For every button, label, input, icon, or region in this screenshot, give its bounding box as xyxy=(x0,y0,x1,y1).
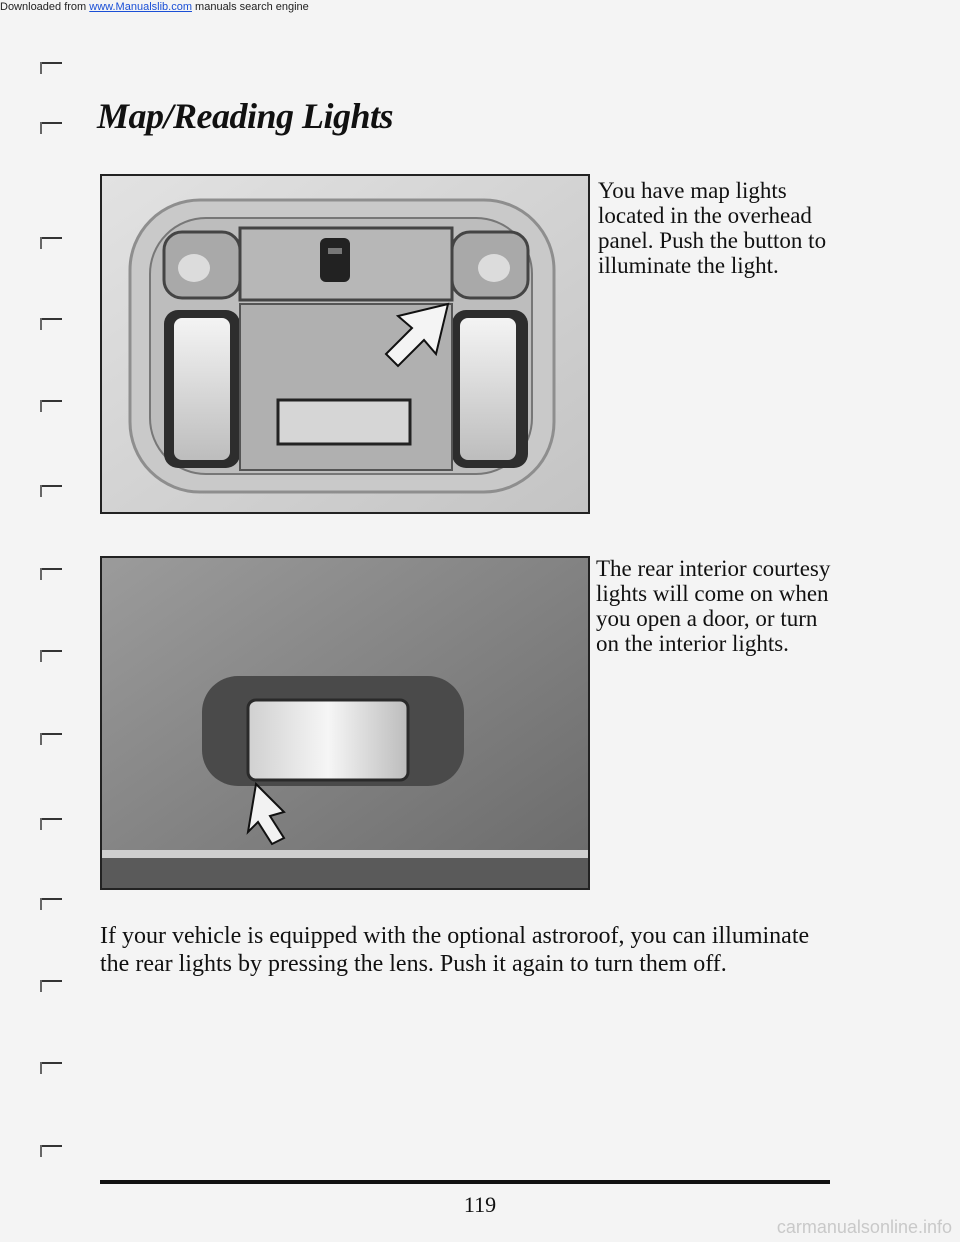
page-title: Map/Reading Lights xyxy=(97,96,394,136)
margin-mark xyxy=(40,62,62,64)
banner-suffix: manuals search engine xyxy=(195,1,309,13)
margin-mark xyxy=(40,568,62,570)
overhead-console-photo xyxy=(100,174,590,514)
banner-prefix: Downloaded from xyxy=(0,1,87,13)
margin-mark xyxy=(40,485,62,487)
rear-courtesy-illustration xyxy=(102,558,588,888)
margin-mark xyxy=(40,818,62,820)
margin-mark xyxy=(40,898,62,900)
courtesy-lights-description: The rear interior courtesy lights will come on when you open a door, or turn on the interior lights. xyxy=(596,556,831,656)
rear-courtesy-photo xyxy=(100,556,590,890)
margin-mark xyxy=(40,400,62,402)
margin-mark xyxy=(40,237,62,239)
margin-mark xyxy=(40,980,62,982)
margin-mark xyxy=(40,318,62,320)
margin-mark xyxy=(40,1062,62,1064)
overhead-console-illustration xyxy=(102,176,588,512)
footer-rule xyxy=(100,1180,830,1184)
margin-mark xyxy=(40,650,62,652)
page-number: 119 xyxy=(463,1192,497,1217)
watermark: carmanualsonline.info xyxy=(776,1217,952,1237)
map-lights-description: You have map lights located in the overhead panel. Push the button to illuminate the light. xyxy=(598,178,827,278)
astroroof-note: If your vehicle is equipped with the optional astroroof, you can illuminate the rear lights by pressing the lens. Push it again to turn them off. xyxy=(100,923,810,977)
margin-mark xyxy=(40,733,62,735)
manualslib-link[interactable]: www.Manualslib.com xyxy=(89,1,192,13)
download-banner xyxy=(0,0,600,14)
margin-mark xyxy=(40,1145,62,1147)
margin-mark xyxy=(40,122,62,124)
